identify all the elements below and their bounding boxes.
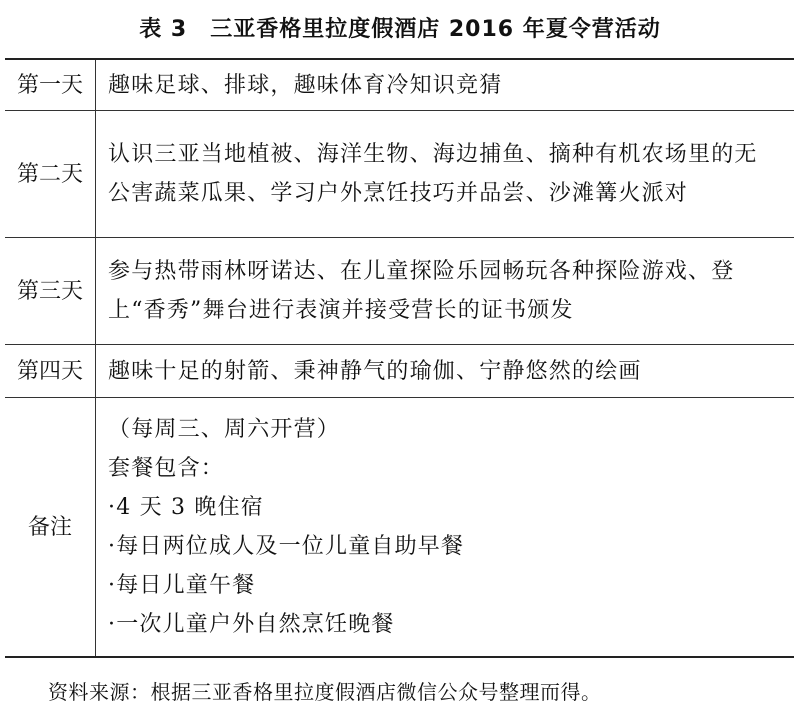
table-row-day1 [5, 59, 794, 111]
notes-line-lodging: ·4 天 3 晚住宿 [108, 495, 264, 520]
source-note: 资料来源：根据三亚香格里拉度假酒店微信公众号整理而得。 [48, 680, 602, 704]
activity-cell: 趣味十足的射箭、秉神静气的瑜伽、宁静悠然的绘画 [96, 345, 795, 398]
notes-line-dinner: ·一次儿童户外自然烹饪晚餐 [108, 612, 395, 637]
notes-line-package: 套餐包含： [108, 456, 225, 481]
table-row-day3 [5, 238, 794, 345]
notes-line-lunch: ·每日儿童午餐 [108, 573, 256, 598]
notes-cell [96, 398, 795, 658]
activity-cell: 认识三亚当地植被、海洋生物、海边捕鱼、摘种有机农场里的无公害蔬菜瓜果、学习户外烹饪技巧并品尝、沙滩篝火派对 [96, 111, 795, 238]
table-row-notes [5, 398, 794, 658]
day-label: 第三天 [5, 238, 96, 345]
day-label: 第四天 [5, 345, 96, 398]
notes-line-schedule: （每周三、周六开营） [108, 417, 341, 442]
table-row-day2 [5, 111, 794, 238]
notes-line-breakfast: ·每日两位成人及一位儿童自助早餐 [108, 534, 465, 559]
table-row-day4 [5, 345, 794, 398]
summer-camp-table [5, 58, 794, 658]
activity-cell: 参与热带雨林呀诺达、在儿童探险乐园畅玩各种探险游戏、登上“香秀”舞台进行表演并接受营长的证书颁发 [96, 238, 795, 345]
table-caption: 表 3 三亚香格里拉度假酒店 2016 年夏令营活动 [139, 17, 661, 42]
day-label: 第一天 [5, 59, 96, 111]
notes-label: 备注 [5, 398, 96, 658]
day-label: 第二天 [5, 111, 96, 238]
activity-cell: 趣味足球、排球，趣味体育冷知识竞猜 [96, 59, 795, 111]
